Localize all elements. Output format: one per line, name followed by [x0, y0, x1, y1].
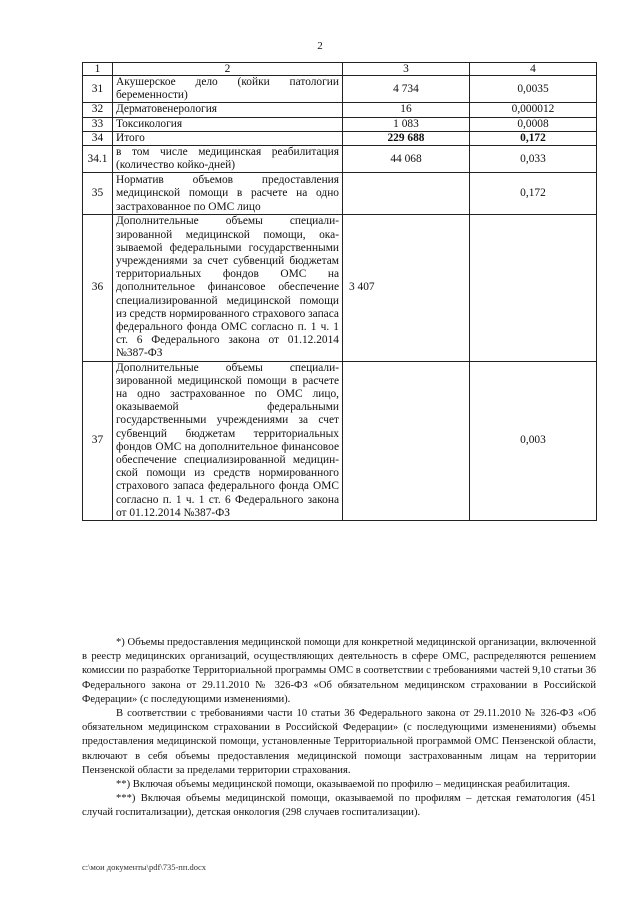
table-row	[83, 173, 597, 215]
row-number: 37	[83, 361, 113, 520]
header-cell: 4	[470, 63, 597, 76]
footnote-2: **) Включая объемы медицинской помощи, оказываемой по профилю – медицинская реабилитация.	[116, 779, 571, 791]
header-cell: 1	[83, 63, 113, 76]
table-row-total	[83, 131, 597, 145]
row-value-col3	[343, 361, 470, 520]
footnote-1: *) Объемы предоставления медицинской помощи для конкретной медицинской организации, включенной в реестр медицинских организаций, осуществляющих деятельность в сфере ОМС, распределяются решением комиссии по разработке Территориальной программы ОМС в соответствии с требованиями частей 9,10 статьи 36 Федерального закона от 29.11.2010 № 326-ФЗ «Об обязательном медицинском страховании в Российской Федерации» (с последующими изменениями).	[82, 637, 596, 705]
header-cell: 2	[113, 63, 343, 76]
row-value-col3: 44 068	[343, 146, 470, 173]
row-value-col3	[343, 173, 470, 215]
footnote-1-continuation: В соответствии с требованиями части 10 статьи 36 Федерального закона от 29.11.2010 № 326-ФЗ «Об обязательном медицинском страховании в Российской Федерации» (с последующими изменениями) объемы предоставления медицинской помощи, установленные Территориальной программой ОМС Пензенской области, включают в себя объемы предоставления медицинской помощи застрахованным лицам на территории Пензенской области за пределами территории страхования.	[82, 708, 596, 776]
row-description: Итого	[113, 131, 343, 145]
row-value-col3: 4 734	[343, 76, 470, 103]
row-description: в том числе медицинская реабилитация (количество койко-дней)	[113, 146, 343, 173]
row-value-col3: 229 688	[343, 131, 470, 145]
row-value-col4: 0,033	[470, 146, 597, 173]
table-row	[83, 361, 597, 520]
row-value-col3: 3 407	[343, 215, 470, 361]
row-value-col4: 0,003	[470, 361, 597, 520]
row-value-col4: 0,0035	[470, 76, 597, 103]
row-value-col4: 0,0008	[470, 117, 597, 131]
row-value-col3: 16	[343, 103, 470, 117]
row-value-col4	[470, 215, 597, 361]
row-value-col4: 0,172	[470, 173, 597, 215]
table-row	[83, 215, 597, 361]
table-row	[83, 76, 597, 103]
footnotes	[82, 636, 596, 821]
row-value-col4: 0,172	[470, 131, 597, 145]
row-value-col4: 0,000012	[470, 103, 597, 117]
row-description: Норматив объемов предоставления медицинской помощи в расчете на одно застрахованное по ОМС лицо	[113, 173, 343, 215]
footnote-3: ***) Включая объемы медицинской помощи, оказываемой по профилям – детская гематология (451 случай госпитализации), детская онкология (298 случаев госпитализации).	[82, 793, 596, 819]
row-number: 32	[83, 103, 113, 117]
page-number: 2	[317, 40, 323, 52]
row-number: 35	[83, 173, 113, 215]
table-row	[83, 117, 597, 131]
row-description: Дополнительные объемы специализированной медицинской помощи, оказываемой федеральными государственными учреждениями за счет субвенций бюджетам территориальных фондов ОМС на дополнительное финансовое обеспечение специализированной медицинской помощи из средств нормированного страхового запаса федерального фонда ОМС согласно п. 1 ч. 1 ст. 6 Федерального закона от 01.12.2014 №387-ФЗ	[113, 215, 343, 361]
row-number: 36	[83, 215, 113, 361]
table-header-row	[83, 63, 597, 76]
row-number: 33	[83, 117, 113, 131]
row-description: Токсикология	[113, 117, 343, 131]
row-description: Дерматовенерология	[113, 103, 343, 117]
table-row	[83, 103, 597, 117]
row-value-col3: 1 083	[343, 117, 470, 131]
volumes-table	[82, 62, 597, 521]
row-description: Акушерское дело (койки патологии беременности)	[113, 76, 343, 103]
row-number: 31	[83, 76, 113, 103]
row-number: 34.1	[83, 146, 113, 173]
file-path: c:\мои документы\pdf\735-пп.docx	[82, 862, 207, 872]
row-number: 34	[83, 131, 113, 145]
row-description: Дополнительные объемы специализированной медицинской помощи в расчете на одно застрахованное по ОМС лицо, оказываемой федеральными государственными учреждениями за счет субвенций бюджетам территориальных фондов ОМС на дополнительное финансовое обеспечение специализированной медицинской помощи из средств нормированного страхового запаса федерального фонда ОМС согласно п. 1 ч. 1 ст. 6 Федерального закона от 01.12.2014 №387-ФЗ	[113, 361, 343, 520]
table-row	[83, 146, 597, 173]
header-cell: 3	[343, 63, 470, 76]
